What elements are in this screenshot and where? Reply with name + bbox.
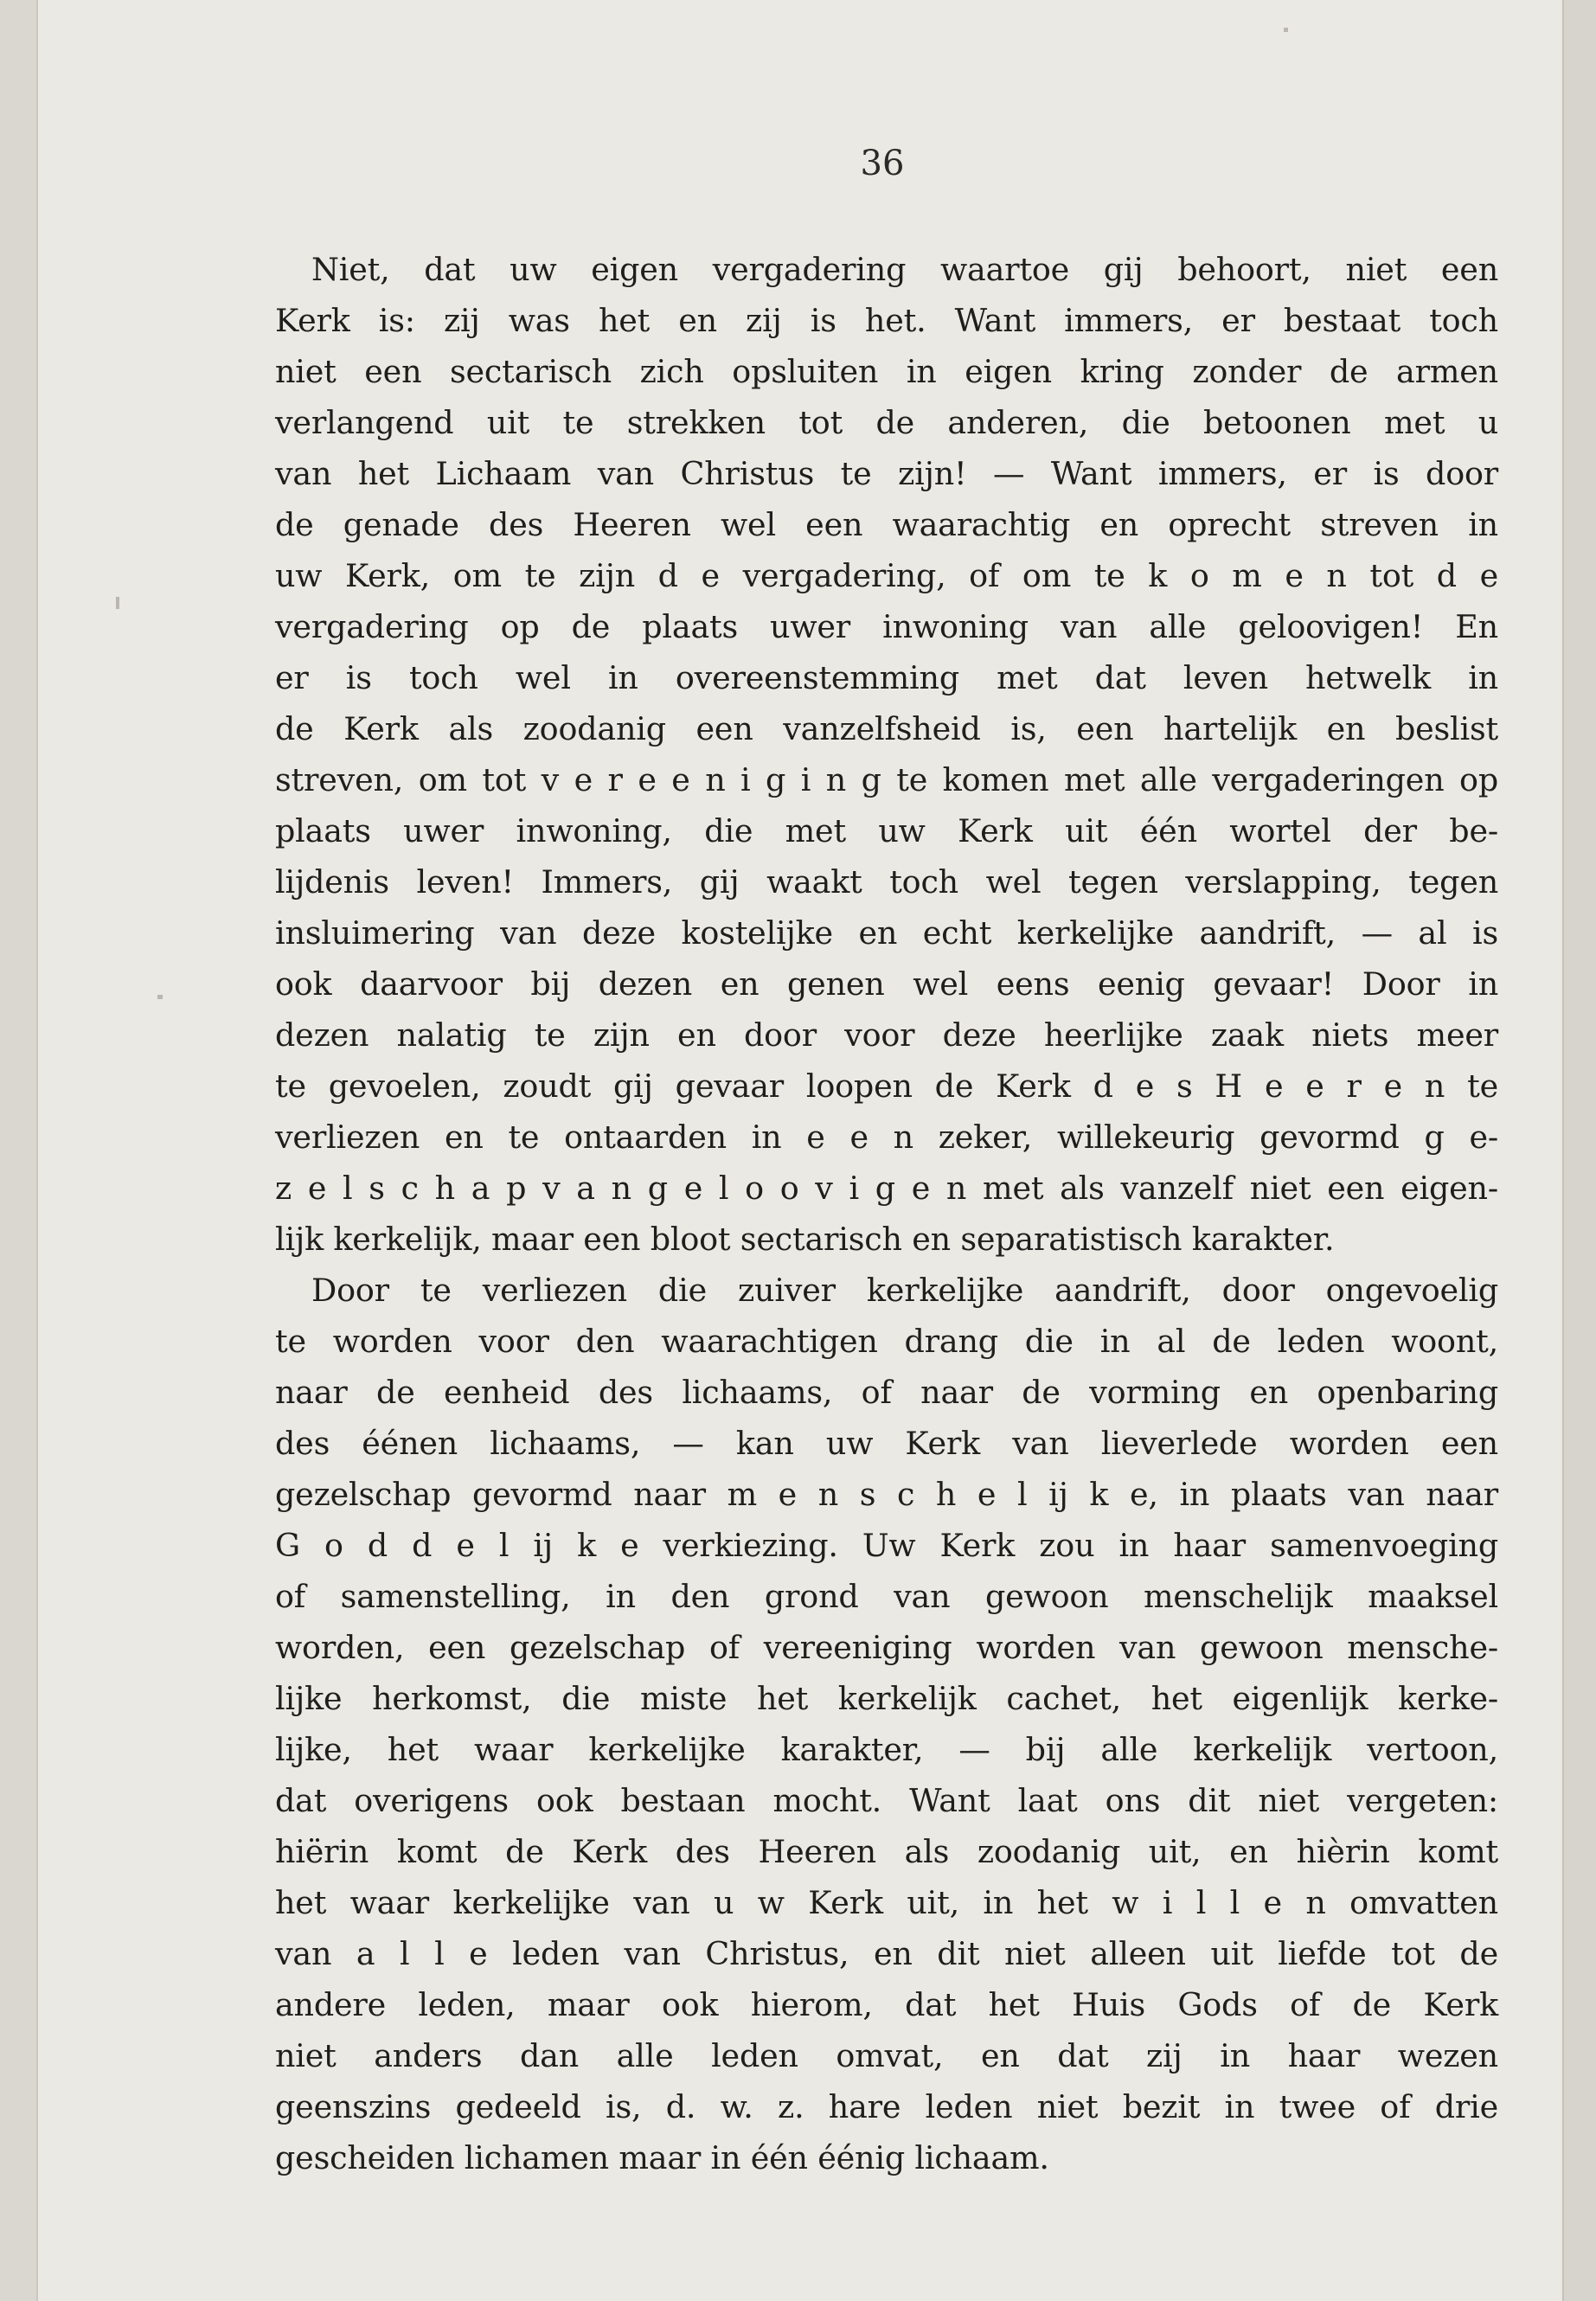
- text-line: streven, om tot v e r e e n i g i n g te komen met alle vergaderingen op: [275, 761, 1498, 798]
- text-line: worden, een gezelschap of vereeniging worden van gewoon mensche-: [275, 1629, 1498, 1666]
- text-line: gezelschap gevormd naar m e n s c h e l ij k e, in plaats van naar: [275, 1476, 1498, 1513]
- text-line: dezen nalatig te zijn en door voor deze heerlijke zaak niets meer: [275, 1016, 1498, 1054]
- scan-speck: [157, 995, 163, 999]
- text-line: lijke, het waar kerkelijke karakter, — bij alle kerkelijk vertoon,: [275, 1731, 1498, 1768]
- text-line: insluimering van deze kostelijke en echt kerkelijke aandrift, — al is: [275, 914, 1498, 952]
- body-text: [275, 244, 1498, 2183]
- text-line: of samenstelling, in den grond van gewoon menschelijk maaksel: [275, 1578, 1498, 1615]
- text-line: andere leden, maar ook hierom, dat het Huis Gods of de Kerk: [275, 1986, 1498, 2023]
- text-line: het waar kerkelijke van u w Kerk uit, in het w i l l e n omvatten: [275, 1884, 1498, 1921]
- scan-speck: [116, 597, 119, 609]
- text-line: ook daarvoor bij dezen en genen wel eens eenig gevaar! Door in: [275, 965, 1498, 1003]
- left-page-edge: [0, 0, 38, 2301]
- text-line: geenszins gedeeld is, d. w. z. hare leden niet bezit in twee of drie: [275, 2088, 1498, 2125]
- text-line: des éénen lichaams, — kan uw Kerk van lieverlede worden een: [275, 1425, 1498, 1462]
- text-line: G o d d e l ij k e verkiezing. Uw Kerk zou in haar samenvoeging: [275, 1527, 1498, 1564]
- text-line: hiërin komt de Kerk des Heeren als zoodanig uit, en hièrin komt: [275, 1833, 1498, 1870]
- text-line: Niet, dat uw eigen vergadering waartoe gij behoort, niet een: [311, 251, 1498, 288]
- text-line: vergadering op de plaats uwer inwoning van alle geloovigen! En: [275, 608, 1498, 645]
- text-line: verlangend uit te strekken tot de anderen, die betoonen met u: [275, 404, 1498, 441]
- page-number: 36: [860, 144, 905, 183]
- text-line: lijdenis leven! Immers, gij waakt toch wel tegen verslapping, tegen: [275, 863, 1498, 901]
- text-line: uw Kerk, om te zijn d e vergadering, of om te k o m e n tot d e: [275, 557, 1498, 594]
- text-line: er is toch wel in overeenstemming met dat leven hetwelk in: [275, 659, 1498, 696]
- right-page-edge: [1562, 0, 1596, 2301]
- text-line: niet anders dan alle leden omvat, en dat zij in haar wezen: [275, 2037, 1498, 2074]
- text-line: de genade des Heeren wel een waarachtig en oprecht streven in: [275, 506, 1498, 543]
- text-line: van a l l e leden van Christus, en dit niet alleen uit liefde tot de: [275, 1935, 1498, 1972]
- scan-speck: [1284, 28, 1288, 32]
- text-line: dat overigens ook bestaan mocht. Want laat ons dit niet vergeten:: [275, 1782, 1498, 1819]
- text-line: plaats uwer inwoning, die met uw Kerk uit één wortel der be-: [275, 812, 1498, 849]
- text-line: Kerk is: zij was het en zij is het. Want immers, er bestaat toch: [275, 302, 1498, 339]
- text-line: lijk kerkelijk, maar een bloot sectarisch en separatistisch karakter.: [275, 1221, 1335, 1258]
- text-line: van het Lichaam van Christus te zijn! — Want immers, er is door: [275, 455, 1498, 492]
- text-line: de Kerk als zoodanig een vanzelfsheid is, een hartelijk en beslist: [275, 710, 1498, 747]
- text-line: lijke herkomst, die miste het kerkelijk cachet, het eigenlijk kerke-: [275, 1680, 1498, 1717]
- text-line: naar de eenheid des lichaams, of naar de vorming en openbaring: [275, 1374, 1498, 1411]
- text-line: te gevoelen, zoudt gij gevaar loopen de Kerk d e s H e e r e n te: [275, 1067, 1498, 1105]
- text-line: verliezen en te ontaarden in e e n zeker, willekeurig gevormd g e-: [275, 1118, 1498, 1156]
- text-line: niet een sectarisch zich opsluiten in eigen kring zonder de armen: [275, 353, 1498, 390]
- text-line: z e l s c h a p v a n g e l o o v i g e n met als vanzelf niet een eigen-: [275, 1170, 1498, 1207]
- text-line: gescheiden lichamen maar in één éénig lichaam.: [275, 2139, 1049, 2176]
- text-line: Door te verliezen die zuiver kerkelijke aandrift, door ongevoelig: [311, 1272, 1498, 1309]
- text-line: te worden voor den waarachtigen drang die in al de leden woont,: [275, 1323, 1498, 1360]
